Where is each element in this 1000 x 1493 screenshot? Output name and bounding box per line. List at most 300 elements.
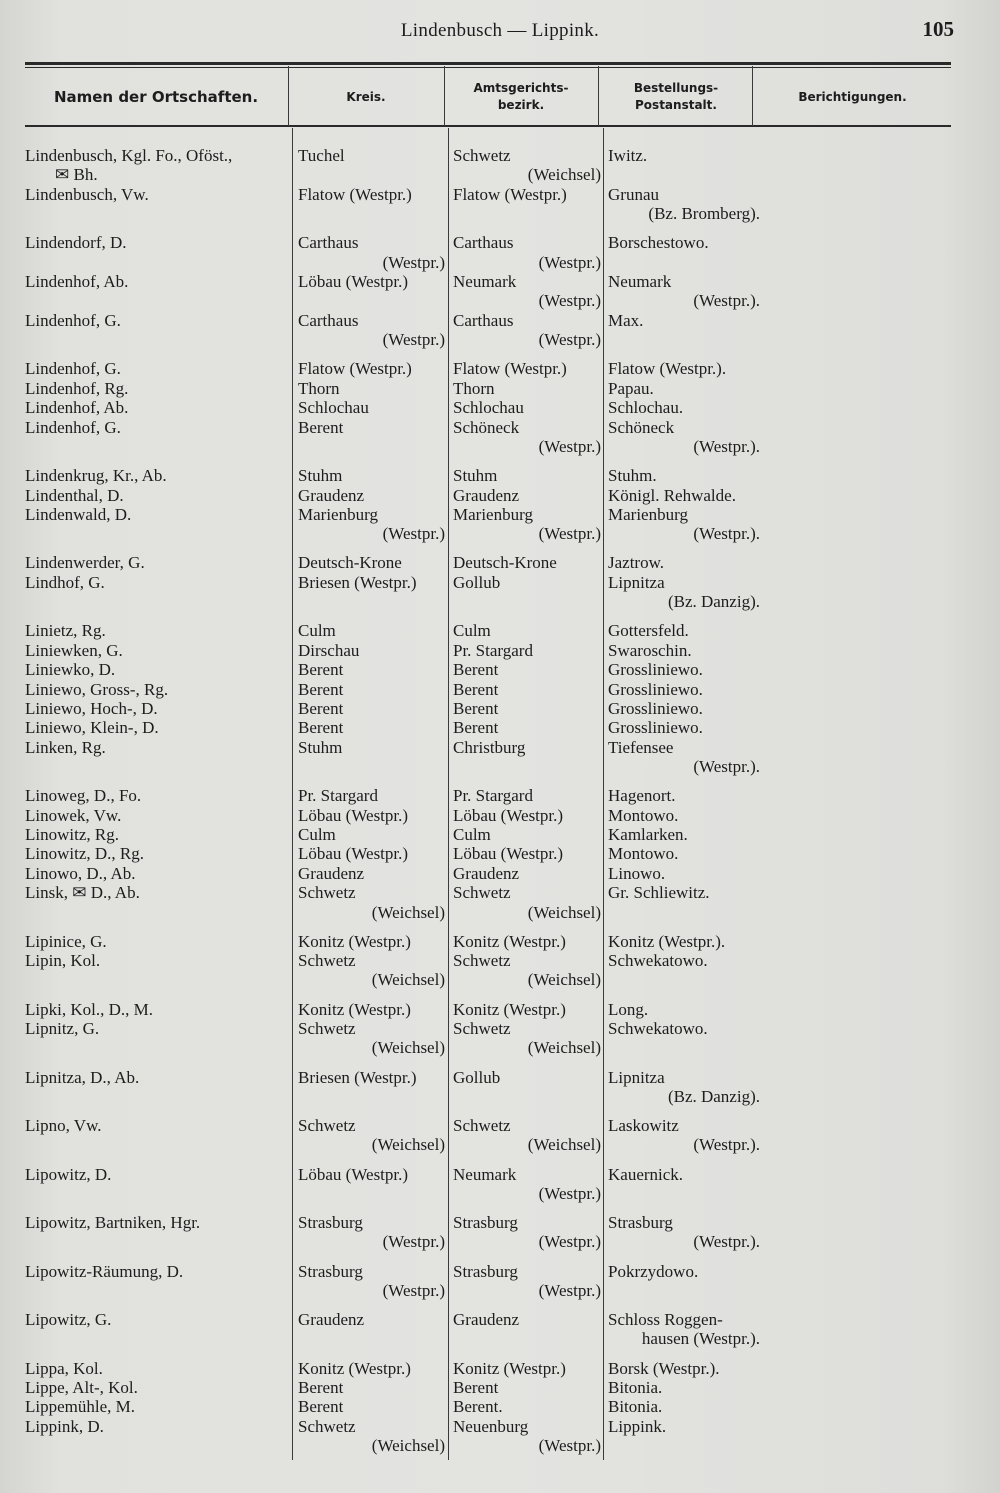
kreis-cell (298, 641, 445, 660)
cell-line: (Weichsel) (527, 1038, 601, 1058)
cell-line: Schwetz (298, 1416, 356, 1436)
cell-line: Konitz (Westpr.) (453, 931, 566, 951)
kreis-cell (298, 398, 445, 417)
column-divider (448, 128, 449, 1460)
cell-line: Grunau (608, 184, 659, 204)
cell-line: (Weichsel) (527, 902, 601, 922)
amtsgericht-cell (453, 1116, 601, 1155)
place-name (25, 1417, 287, 1436)
cell-line: Liniewo, Klein-, D. (25, 718, 159, 738)
post-cell (608, 272, 760, 311)
cell-line: Deutsch-Krone (298, 553, 402, 573)
place-name (25, 185, 287, 204)
kreis-cell (298, 359, 445, 378)
place-name (25, 951, 287, 970)
cell-line: Löbau (Westpr.) (298, 1164, 409, 1184)
cell-line: Thorn (298, 378, 340, 398)
kreis-cell (298, 699, 445, 718)
place-name (25, 311, 287, 330)
cell-line: Berent (298, 718, 344, 738)
cell-line: Pr. Stargard (453, 786, 533, 806)
cell-line: Stuhm (453, 466, 498, 486)
post-cell (608, 398, 760, 417)
cell-line: Flatow (Westpr.) (298, 359, 412, 379)
place-name (25, 1262, 287, 1281)
cell-line: Thorn (453, 378, 495, 398)
post-cell (608, 786, 760, 805)
post-cell (608, 718, 760, 737)
cell-line: (Westpr.) (538, 1183, 601, 1203)
cell-line: Schlochau (298, 398, 369, 418)
kreis-cell (298, 1165, 445, 1184)
cell-line: Schwetz (453, 1116, 511, 1135)
cell-line: Neuenburg (453, 1416, 529, 1436)
post-cell (608, 844, 760, 863)
kreis-cell (298, 786, 445, 805)
cell-line: Schwekatowo. (608, 951, 708, 971)
cell-line: Schwetz (298, 883, 356, 903)
cell-line: Gr. Schliewitz. (608, 883, 710, 903)
cell-line: Linken, Rg. (25, 737, 106, 757)
amtsgericht-cell (453, 1019, 601, 1058)
post-cell (608, 573, 760, 612)
kreis-cell (298, 1310, 445, 1329)
cell-line: Max. (608, 310, 644, 330)
cell-line: Flatow (Westpr.) (453, 359, 567, 379)
cell-line: Iwitz. (608, 146, 648, 165)
post-cell (608, 864, 760, 883)
post-cell (608, 418, 760, 457)
cell-line: Bitonia. (608, 1377, 663, 1397)
cell-line: Gollub (453, 572, 501, 592)
cell-line: Neumark (453, 1164, 517, 1184)
post-cell (608, 359, 760, 378)
amtsgericht-cell (453, 418, 601, 457)
amtsgericht-cell (453, 146, 601, 185)
place-name (25, 1000, 287, 1019)
amtsgericht-cell (453, 1213, 601, 1252)
top-rule-thin (25, 67, 951, 68)
cell-line: Swaroschin. (608, 640, 692, 660)
column-header-names: Namen der Ortschaften. (53, 87, 259, 106)
kreis-cell (298, 466, 445, 485)
cell-line: Berent (453, 660, 499, 680)
cell-line: Kauernick. (608, 1164, 684, 1184)
amtsgericht-cell (453, 951, 601, 990)
cell-line: (Bz. Danzig). (667, 592, 760, 612)
column-header-post: Bestellungs- Postanstalt. (633, 81, 719, 112)
cell-line: Lippe, Alt-, Kol. (25, 1377, 138, 1397)
cell-line: Berent (298, 1397, 344, 1417)
post-cell (608, 825, 760, 844)
cell-line: (Weichsel) (527, 165, 601, 185)
cell-line: Schwetz (453, 146, 511, 165)
post-cell (608, 1397, 760, 1416)
place-name (25, 699, 287, 718)
amtsgericht-cell (453, 621, 601, 640)
cell-line: Lindenhof, Ab. (25, 398, 129, 418)
post-cell (608, 1417, 760, 1436)
cell-line: Lipin, Kol. (25, 951, 101, 971)
kreis-cell (298, 486, 445, 505)
cell-line: Lipnitza (608, 572, 665, 592)
cell-line: Long. (608, 999, 649, 1019)
place-name (25, 806, 287, 825)
column-divider (603, 128, 604, 1460)
cell-line: Flatow (Westpr.) (298, 184, 412, 204)
kreis-cell (298, 718, 445, 737)
kreis-cell (298, 1116, 445, 1155)
cell-line: Pr. Stargard (298, 786, 378, 806)
cell-line: Lippa, Kol. (25, 1358, 103, 1378)
cell-line: (Weichsel) (371, 1038, 445, 1058)
cell-line: (Westpr.) (538, 1232, 601, 1252)
place-name (25, 1019, 287, 1038)
column-divider (752, 66, 753, 126)
post-cell (608, 311, 760, 330)
cell-line: Lindenkrug, Kr., Ab. (25, 466, 167, 486)
cell-line: Berent (453, 679, 499, 699)
amtsgericht-cell (453, 553, 601, 572)
cell-line: Linowo, D., Ab. (25, 863, 136, 883)
page-number: 105 (922, 17, 954, 41)
cell-line: (Weichsel) (371, 1436, 445, 1456)
cell-line: Konitz (Westpr.) (453, 1358, 566, 1378)
place-name (25, 418, 287, 437)
column-header-kreis: Kreis. (346, 89, 386, 104)
amtsgericht-cell (453, 1000, 601, 1019)
cell-line: Lipki, Kol., D., M. (25, 999, 153, 1019)
cell-line: Linowo. (608, 863, 666, 883)
amtsgericht-cell (453, 844, 601, 863)
cell-line: ✉ Bh. (55, 165, 98, 185)
amtsgericht-cell (453, 680, 601, 699)
kreis-cell (298, 1068, 445, 1087)
cell-line: Carthaus (298, 233, 359, 253)
cell-line: Lipno, Vw. (25, 1116, 102, 1135)
cell-line: Deutsch-Krone (453, 553, 557, 573)
cell-line: Lipnitz, G. (25, 1019, 100, 1038)
place-name (25, 398, 287, 417)
cell-line: Graudenz (453, 485, 520, 505)
cell-line: Papau. (608, 378, 654, 398)
cell-line: Löbau (Westpr.) (298, 805, 409, 825)
place-name (25, 505, 287, 524)
cell-line: Grossliniewo. (608, 698, 703, 718)
kreis-cell (298, 806, 445, 825)
cell-line: Linoweg, D., Fo. (25, 786, 142, 806)
place-name (25, 146, 287, 185)
cell-line: (Westpr.). (693, 291, 760, 311)
place-name (25, 573, 287, 592)
cell-line: Berent (298, 660, 344, 680)
amtsgericht-cell (453, 466, 601, 485)
cell-line: Linsk, ✉ D., Ab. (25, 883, 140, 903)
cell-line: Grossliniewo. (608, 660, 703, 680)
cell-line: Lindenhof, G. (25, 359, 121, 379)
cell-line: Lipowitz, D. (25, 1164, 112, 1184)
cell-line: (Westpr.) (382, 1232, 445, 1252)
cell-line: Neumark (453, 272, 517, 292)
post-cell (608, 486, 760, 505)
place-name (25, 883, 287, 902)
cell-line: Lipnitza (608, 1067, 665, 1087)
cell-line: Tiefensee (608, 737, 674, 757)
cell-line: Lindenthal, D. (25, 485, 124, 505)
cell-line: Berent (298, 1377, 344, 1397)
post-cell (608, 932, 760, 951)
cell-line: (Weichsel) (527, 1135, 601, 1155)
cell-line: Berent. (453, 1397, 503, 1417)
place-name (25, 1359, 287, 1378)
cell-line: Liniewko, D. (25, 660, 116, 680)
cell-line: Graudenz (298, 485, 365, 505)
place-name (25, 1116, 287, 1135)
place-name (25, 825, 287, 844)
post-cell (608, 883, 760, 902)
cell-line: Schwetz (298, 1019, 356, 1038)
kreis-cell (298, 573, 445, 592)
amtsgericht-cell (453, 379, 601, 398)
cell-line: (Westpr.) (382, 524, 445, 544)
cell-line: Schwekatowo. (608, 1019, 708, 1038)
amtsgericht-cell (453, 718, 601, 737)
amtsgericht-cell (453, 1262, 601, 1301)
amtsgericht-cell (453, 486, 601, 505)
post-cell (608, 738, 760, 777)
post-cell (608, 1165, 760, 1184)
cell-line: Löbau (Westpr.) (298, 272, 409, 292)
place-name (25, 1378, 287, 1397)
amtsgericht-cell (453, 699, 601, 718)
kreis-cell (298, 1378, 445, 1397)
amtsgericht-cell (453, 1359, 601, 1378)
post-cell (608, 146, 760, 165)
cell-line: Montowo. (608, 805, 679, 825)
cell-line: Löbau (Westpr.) (453, 844, 564, 864)
kreis-cell (298, 1417, 445, 1456)
cell-line: (Bz. Bromberg). (648, 204, 760, 224)
cell-line: Carthaus (298, 310, 359, 330)
cell-line: (Weichsel) (371, 1135, 445, 1155)
cell-line: Hagenort. (608, 786, 676, 806)
kreis-cell (298, 553, 445, 572)
cell-line: (Westpr.) (538, 1280, 601, 1300)
amtsgericht-cell (453, 1310, 601, 1329)
cell-line: (Weichsel) (371, 902, 445, 922)
header-bottom-rule (25, 125, 951, 127)
cell-line: Laskowitz (608, 1116, 679, 1135)
post-cell (608, 1068, 760, 1107)
cell-line: Culm (298, 825, 336, 844)
amtsgericht-cell (453, 786, 601, 805)
running-title: Lindenbusch — Lippink. (400, 20, 600, 41)
post-cell (608, 1213, 760, 1252)
place-name (25, 1213, 287, 1232)
cell-line: Lindenbusch, Kgl. Fo., Oföst., (25, 146, 233, 165)
post-cell (608, 951, 760, 970)
cell-line: Berent (453, 718, 499, 738)
cell-line: (Westpr.). (693, 1232, 760, 1252)
cell-line: Strasburg (453, 1213, 518, 1232)
place-name (25, 738, 287, 757)
cell-line: Culm (298, 621, 336, 641)
cell-line: Lippink. (608, 1416, 667, 1436)
place-name (25, 486, 287, 505)
place-name (25, 718, 287, 737)
place-name (25, 359, 287, 378)
cell-line: Lipinice, G. (25, 931, 107, 951)
cell-line: Marienburg (453, 504, 533, 524)
cell-line: Stuhm (298, 737, 343, 757)
cell-line: Strasburg (298, 1213, 363, 1232)
amtsgericht-cell (453, 883, 601, 922)
cell-line: Konitz (Westpr.) (298, 931, 411, 951)
kreis-cell (298, 660, 445, 679)
cell-line: Marienburg (298, 504, 378, 524)
kreis-cell (298, 864, 445, 883)
amtsgericht-cell (453, 185, 601, 204)
post-cell (608, 185, 760, 224)
cell-line: Strasburg (608, 1213, 673, 1232)
amtsgericht-cell (453, 573, 601, 592)
cell-line: (Westpr.) (382, 330, 445, 350)
cell-line: (Weichsel) (527, 970, 601, 990)
column-divider (598, 66, 599, 126)
post-cell (608, 1000, 760, 1019)
cell-line: Konitz (Westpr.) (298, 999, 411, 1019)
place-name (25, 553, 287, 572)
cell-line: Schwetz (298, 951, 356, 971)
cell-line: Pokrzydowo. (608, 1261, 699, 1281)
kreis-cell (298, 379, 445, 398)
cell-line: Liniewo, Hoch-, D. (25, 698, 158, 718)
kreis-cell (298, 505, 445, 544)
place-name (25, 786, 287, 805)
cell-line: Schwetz (453, 883, 511, 903)
cell-line: Montowo. (608, 844, 679, 864)
place-name (25, 844, 287, 863)
kreis-cell (298, 883, 445, 922)
cell-line: Dirschau (298, 640, 360, 660)
amtsgericht-cell (453, 1068, 601, 1087)
post-cell (608, 1262, 760, 1281)
kreis-cell (298, 621, 445, 640)
amtsgericht-cell (453, 505, 601, 544)
cell-line: Berent (453, 698, 499, 718)
cell-line: Gottersfeld. (608, 621, 689, 641)
place-name (25, 379, 287, 398)
cell-line: (Westpr.) (538, 524, 601, 544)
kreis-cell (298, 233, 445, 272)
cell-line: Graudenz (298, 1310, 365, 1329)
cell-line: (Westpr.). (693, 524, 760, 544)
place-name (25, 641, 287, 660)
cell-line: (Westpr.). (693, 436, 760, 456)
cell-line: Lipowitz, G. (25, 1310, 112, 1329)
post-cell (608, 680, 760, 699)
cell-line: Stuhm. (608, 466, 657, 486)
amtsgericht-cell (453, 398, 601, 417)
cell-line: Löbau (Westpr.) (453, 805, 564, 825)
kreis-cell (298, 1213, 445, 1252)
kreis-cell (298, 932, 445, 951)
cell-line: Lipowitz, Bartniken, Hgr. (25, 1213, 201, 1232)
column-header-amtsgericht: Amtsgerichts- bezirk. (473, 81, 569, 112)
place-name (25, 1068, 287, 1087)
place-name (25, 1397, 287, 1416)
cell-line: Briesen (Westpr.) (298, 572, 417, 592)
amtsgericht-cell (453, 825, 601, 844)
top-rule-thick (25, 62, 951, 65)
cell-line: Löbau (Westpr.) (298, 844, 409, 864)
amtsgericht-cell (453, 1417, 601, 1456)
cell-line: (Bz. Danzig). (667, 1086, 760, 1106)
kreis-cell (298, 1019, 445, 1058)
amtsgericht-cell (453, 272, 601, 311)
cell-line: Linowitz, D., Rg. (25, 844, 144, 864)
cell-line: Schwetz (453, 1019, 511, 1038)
kreis-cell (298, 1359, 445, 1378)
kreis-cell (298, 1397, 445, 1416)
cell-line: Lindenbusch, Vw. (25, 184, 149, 204)
post-cell (608, 553, 760, 572)
kreis-cell (298, 844, 445, 863)
kreis-cell (298, 272, 445, 291)
cell-line: Briesen (Westpr.) (298, 1067, 417, 1087)
cell-line: Grossliniewo. (608, 718, 703, 738)
post-cell (608, 641, 760, 660)
cell-line: (Westpr.) (538, 1436, 601, 1456)
amtsgericht-cell (453, 806, 601, 825)
post-cell (608, 379, 760, 398)
amtsgericht-cell (453, 1378, 601, 1397)
cell-line: Schöneck (608, 417, 675, 437)
amtsgericht-cell (453, 660, 601, 679)
post-cell (608, 806, 760, 825)
cell-line: Marienburg (608, 504, 688, 524)
cell-line: (Westpr.). (693, 757, 760, 777)
amtsgericht-cell (453, 932, 601, 951)
cell-line: Schwetz (453, 951, 511, 971)
amtsgericht-cell (453, 641, 601, 660)
post-cell (608, 1359, 760, 1378)
cell-line: Schloss Roggen- (608, 1310, 723, 1329)
cell-line: Berent (298, 679, 344, 699)
cell-line: Lindenwald, D. (25, 504, 132, 524)
cell-line: Lippemühle, M. (25, 1397, 136, 1417)
cell-line: Schwetz (298, 1116, 356, 1135)
cell-line: Flatow (Westpr.) (453, 184, 567, 204)
cell-line: Liniewo, Gross-, Rg. (25, 679, 169, 699)
cell-line: Konitz (Westpr.). (608, 931, 726, 951)
post-cell (608, 660, 760, 679)
cell-line: Stuhm (298, 466, 343, 486)
cell-line: Lindenhof, Ab. (25, 272, 129, 292)
cell-line: Kamlarken. (608, 825, 688, 844)
column-divider (292, 128, 293, 1460)
cell-line: Linowitz, Rg. (25, 825, 119, 844)
cell-line: Jaztrow. (608, 553, 665, 573)
kreis-cell (298, 418, 445, 437)
cell-line: Königl. Rehwalde. (608, 485, 736, 505)
cell-line: Lindhof, G. (25, 572, 105, 592)
column-header-berichtigungen: Berichtigungen. (798, 89, 907, 104)
cell-line: Grossliniewo. (608, 679, 703, 699)
cell-line: Linowek, Vw. (25, 805, 122, 825)
kreis-cell (298, 146, 445, 165)
post-cell (608, 1378, 760, 1397)
